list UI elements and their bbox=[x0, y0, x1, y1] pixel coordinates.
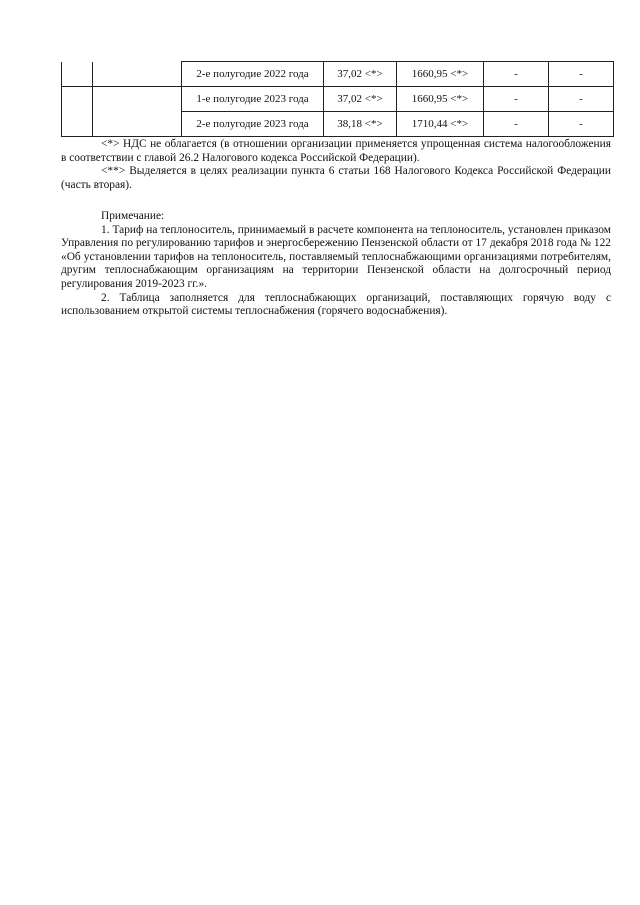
table-cell-col-d: - bbox=[549, 62, 614, 87]
table-cell-blank bbox=[93, 62, 182, 87]
table-row bbox=[62, 62, 614, 87]
footnote-allocated: <**> Выделяется в целях реализации пункта 6 статьи 168 Налогового Кодекса Российской Федерации (часть вторая). bbox=[61, 165, 611, 191]
table-row bbox=[62, 87, 614, 112]
table-cell-col-c: - bbox=[484, 62, 549, 87]
table-cell-tariff-a: 37,02 <*> bbox=[324, 62, 397, 87]
table-cell-tariff-a: 37,02 <*> bbox=[324, 87, 397, 112]
table-cell-col-c: - bbox=[484, 87, 549, 112]
table-cell-tariff-b: 1660,95 <*> bbox=[397, 87, 484, 112]
table-cell-blank bbox=[62, 62, 93, 87]
table-row bbox=[62, 112, 614, 137]
table-cell-blank bbox=[93, 112, 182, 137]
table-cell-tariff-b: 1660,95 <*> bbox=[397, 62, 484, 87]
table-cell-tariff-a: 38,18 <*> bbox=[324, 112, 397, 137]
table-cell-blank bbox=[93, 87, 182, 112]
footnotes bbox=[61, 138, 611, 192]
note-item-2: 2. Таблица заполняется для теплоснабжающих организаций, поставляющих горячую воду с использованием открытой системы теплоснабжения (горячего водоснабжения). bbox=[61, 291, 611, 318]
table-cell-col-d: - bbox=[549, 112, 614, 137]
table-cell-period: 2-е полугодие 2023 года bbox=[182, 112, 324, 137]
table-cell-blank bbox=[62, 112, 93, 137]
table-cell-tariff-b: 1710,44 <*> bbox=[397, 112, 484, 137]
table-cell-period: 1-е полугодие 2023 года bbox=[182, 87, 324, 112]
notes-section bbox=[61, 210, 611, 319]
note-item-1: 1. Тариф на теплоноситель, принимаемый в расчете компонента на теплоноситель, установлен приказом Управления по регулированию тарифов и энергосбережению Пензенской области от 17 декабря 2018 года № 122 «Об установлении тарифов на теплоноситель, поставляемый теплоснабжающими организациями потребителям, другим теплоснабжающим организациям на территории Пензенской области на долгосрочный период регулирования 2019-2023 гг.». bbox=[61, 223, 611, 290]
footnote-vat: <*> НДС не облагается (в отношении организации применяется упрощенная система налогообложения в соответствии с главой 26.2 Налогового кодекса Российской Федерации). bbox=[61, 138, 611, 164]
table-cell-col-c: - bbox=[484, 112, 549, 137]
notes-heading: Примечание: bbox=[101, 210, 165, 222]
table-cell-period: 2-е полугодие 2022 года bbox=[182, 62, 324, 87]
tariff-table bbox=[61, 61, 614, 137]
table-cell-col-d: - bbox=[549, 87, 614, 112]
table-cell-blank bbox=[62, 87, 93, 112]
